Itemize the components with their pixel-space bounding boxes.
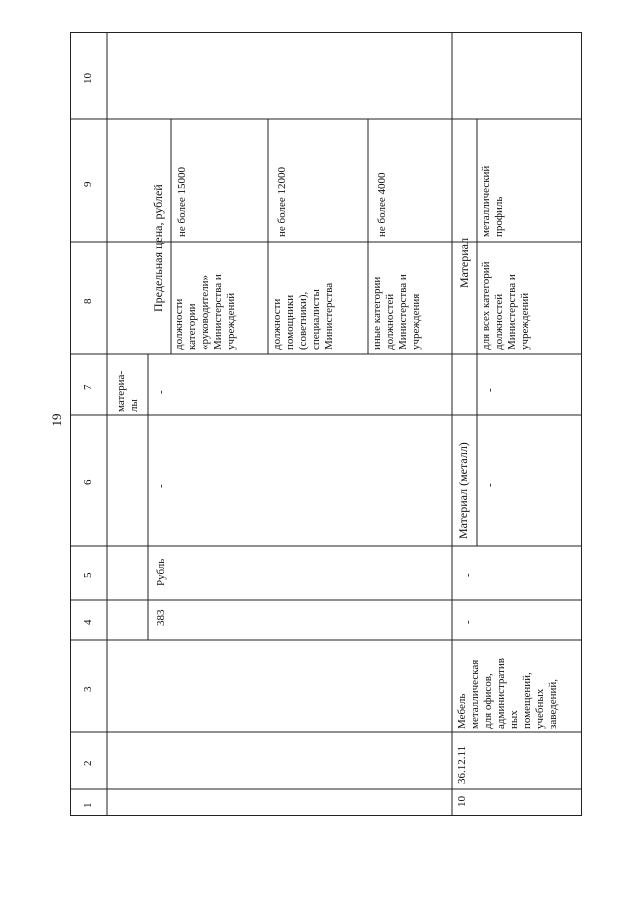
column-number-7: 7 [82,384,94,390]
column-number-3: 3 [82,686,94,692]
dash-col7-item: - [484,388,496,392]
material-header-left: Материал (металл) [456,442,470,539]
dash-col6-top: - [155,484,167,488]
material-value: металлический профиль [480,165,505,237]
category-3: иные категории должностей Министерства и учреждения [371,274,422,350]
rotated-table [70,32,582,816]
category-1: должности категории «руководители» Министерства и учреждений [173,274,237,350]
price-3: не более 4000 [376,172,388,237]
category-all: для всех категорий должностей Министерства и учреждений [480,261,531,350]
dash-col6-item: - [484,483,496,487]
dash-col5-item: - [462,573,474,577]
material-header-right: Материал [457,237,471,288]
unit-ruble: Рубль [155,558,167,586]
price-1: не более 15000 [176,167,188,237]
column-number-10: 10 [82,73,94,84]
category-2: должности помощники (советники), специалисты Министерства [271,282,335,350]
page-number: 19 [49,413,64,427]
column-number-5: 5 [82,572,94,578]
price-2: не более 12000 [276,167,288,237]
column-number-4: 4 [82,619,94,625]
materials-label: материа- лы [115,370,140,412]
column-number-8: 8 [82,298,94,304]
item-number: 10 [456,796,468,807]
dash-col4-item: - [462,620,474,624]
column-number-6: 6 [82,479,94,485]
item-name: Мебель металлическая для офисов, административ ных помещений, учебных заведений, [456,658,559,729]
code-383: 383 [155,609,167,626]
column-number-9: 9 [82,181,94,187]
okpd-code: 36.12.11 [456,745,468,784]
price-header: Предельная цена, рублей [151,184,165,312]
dash-col7-top: - [155,390,167,394]
column-number-1: 1 [82,802,94,808]
column-number-2: 2 [82,760,94,766]
